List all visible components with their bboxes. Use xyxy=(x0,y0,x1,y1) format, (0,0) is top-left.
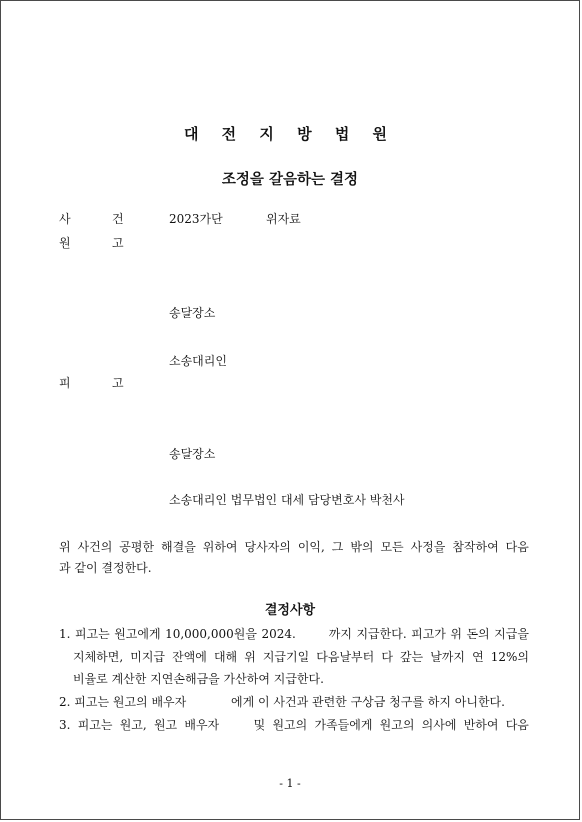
intro-paragraph xyxy=(59,537,529,579)
decision-item-2-part-1: 2. 피고는 원고의 배우자 xyxy=(59,695,187,709)
defendant-label-1: 피 xyxy=(59,376,71,390)
plaintiff-label-2: 고 xyxy=(112,236,124,250)
page-number: - 1 - xyxy=(279,777,301,790)
decision-item-3-line-1: 3. 피고는 원고, 원고 배우자 및 원고의 가족들에게 원고의 의사에 반하여 다음 xyxy=(59,718,529,732)
defendant-address-label: 송달장소 xyxy=(169,447,216,461)
defendant-agent: 소송대리인 법무법인 대세 담당변호사 박천사 xyxy=(169,493,405,507)
document-title: 조정을 갈음하는 결정 xyxy=(221,172,359,188)
case-number: 2023가단 xyxy=(169,212,223,226)
court-name: 대 전 지 방 법 원 xyxy=(183,125,397,143)
case-label-2: 건 xyxy=(112,212,124,226)
decision-item-1-line-1: 1. 피고는 원고에게 10,000,000원을 2024. 까지 지급한다. 피고가 위 돈의 지급을 xyxy=(59,627,529,641)
plaintiff-agent-label: 소송대리인 xyxy=(169,354,227,368)
intro-line-2: 과 같이 결정한다. xyxy=(59,561,152,575)
intro-line-1: 위 사건의 공평한 해결을 위하여 당사자의 이익, 그 밖의 모든 사정을 참작하여 다음 xyxy=(59,540,529,554)
case-label-1: 사 xyxy=(59,212,71,226)
decision-item-1-line-2: 지체하면, 미지급 잔액에 대해 위 지급기일 다음날부터 다 갚는 날까지 연 12%의 xyxy=(73,650,529,664)
plaintiff-label-1: 원 xyxy=(59,236,71,250)
case-name: 위자료 xyxy=(266,212,301,226)
decision-item-1-line-3: 비율로 계산한 지연손해금을 가산하여 지급한다. xyxy=(73,672,324,686)
plaintiff-address-label: 송달장소 xyxy=(169,306,216,320)
decision-item-2-part-2: 에게 이 사건과 관련한 구상금 청구를 하지 아니한다. xyxy=(231,695,505,709)
decision-heading: 결정사항 xyxy=(264,603,316,618)
defendant-label-2: 고 xyxy=(112,376,124,390)
